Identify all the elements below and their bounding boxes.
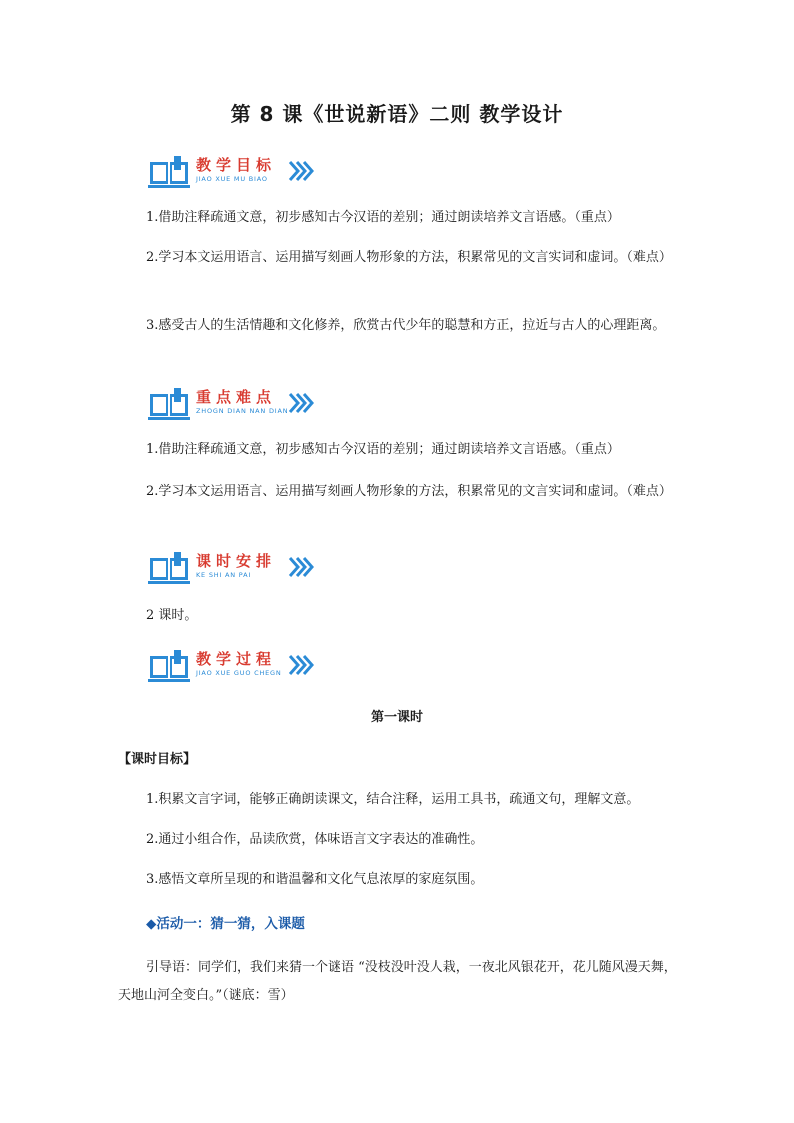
section-title: 教学目标 [196, 156, 277, 174]
schedule-text: 2 课时。 [146, 608, 198, 623]
objective-item: 3.感悟文章所呈现的和谐温馨和文化气息浓厚的家庭氛围。 [146, 872, 484, 887]
section-pinyin: JIAO XUE MU BIAO [196, 175, 268, 183]
objective-item: 2.通过小组合作，品读欣赏，体味语言文字表达的准确性。 [146, 832, 484, 847]
section-header-process [148, 648, 348, 684]
double-chevron-icon [288, 160, 314, 182]
goal-item: 2.学习本文运用语言、运用描写刻画人物形象的方法，积累常见的文言实词和虚词。（难点） [146, 250, 672, 265]
double-chevron-icon [288, 654, 314, 676]
activity-heading: ◆活动一：猜一猜，入课题 [146, 916, 305, 932]
section-title: 教学过程 [196, 650, 277, 668]
objective-item: 1.积累文言字词，能够正确朗读课文，结合注释，运用工具书，疏通文句，理解文意。 [146, 792, 640, 807]
double-chevron-icon [288, 556, 314, 578]
open-book-icon [148, 154, 190, 188]
open-book-icon [148, 386, 190, 420]
goal-item: 3.感受古人的生活情趣和文化修养，欣赏古代少年的聪慧和方正，拉近与古人的心理距离。 [146, 318, 666, 333]
key-point-item: 1.借助注释疏通文意，初步感知古今汉语的差别；通过朗读培养文言语感。（重点） [146, 442, 620, 457]
section-header-key-points [148, 386, 348, 422]
section-header-schedule [148, 550, 348, 586]
intro-paragraph: 引导语：同学们，我们来猜一个谜语 “没枝没叶没人栽，一夜北风银花开，花儿随风漫天舞，天地山河全变白。”（谜底：雪） [118, 960, 677, 1003]
section-pinyin: KE SHI AN PAI [196, 571, 252, 579]
section-title: 课时安排 [196, 552, 277, 570]
open-book-icon [148, 550, 190, 584]
open-book-icon [148, 648, 190, 682]
section-pinyin: ZHOGN DIAN NAN DIAN [196, 407, 289, 415]
objectives-label: 【课时目标】 [118, 752, 197, 767]
key-point-item: 2.学习本文运用语言、运用描写刻画人物形象的方法，积累常见的文言实词和虚词。（难点） [146, 484, 672, 499]
goal-item: 1.借助注释疏通文意，初步感知古今汉语的差别；通过朗读培养文言语感。（重点） [146, 210, 620, 225]
section-header-goals [148, 154, 348, 190]
page-title: 第 8 课《世说新语》二则 教学设计 [230, 102, 564, 126]
section-pinyin: JIAO XUE GUO CHEGN [196, 669, 282, 677]
lesson-heading: 第一课时 [370, 710, 423, 725]
section-title: 重点难点 [196, 388, 277, 406]
double-chevron-icon [288, 392, 314, 414]
